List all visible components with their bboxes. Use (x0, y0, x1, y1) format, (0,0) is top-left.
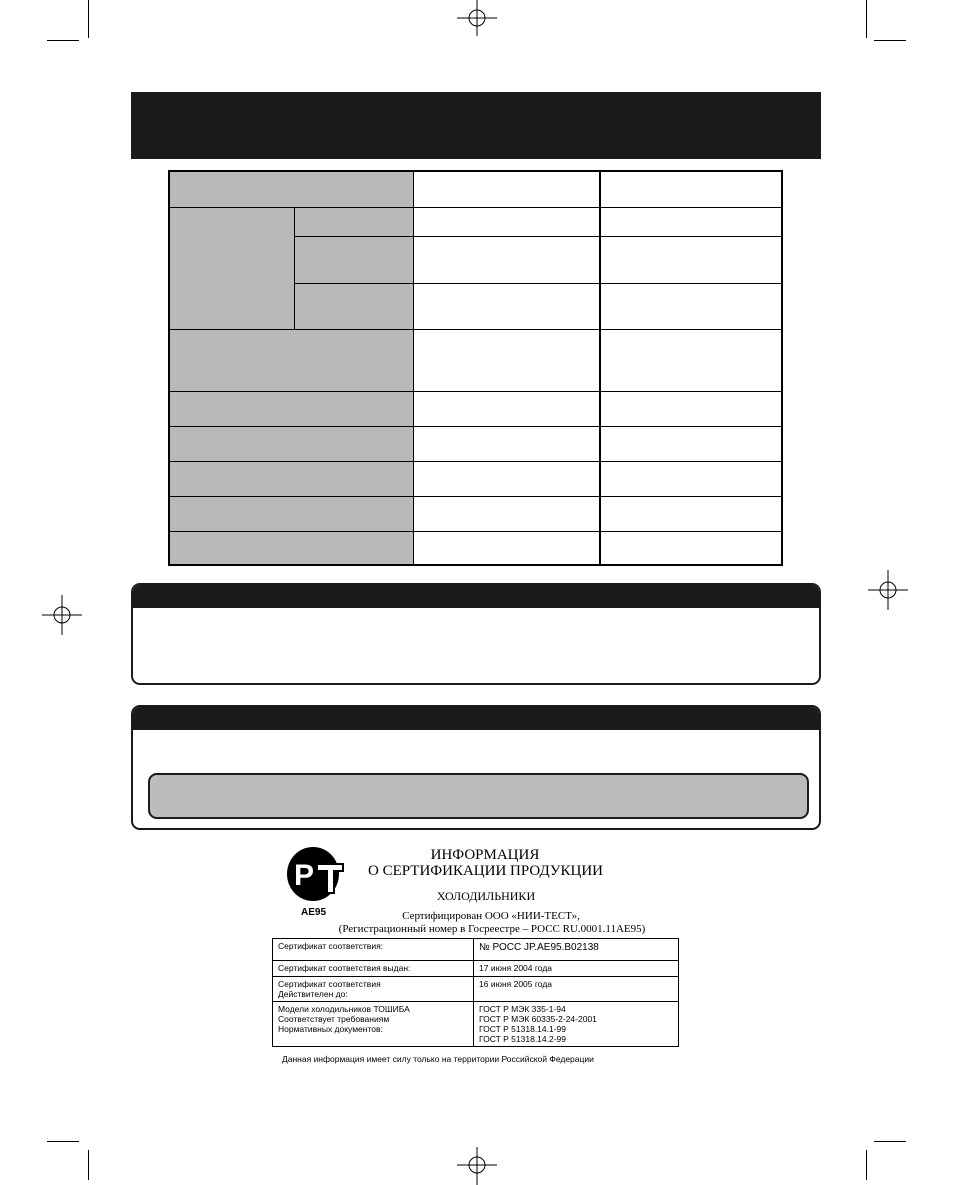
table-divider (599, 172, 601, 564)
table-row-divider (170, 426, 781, 427)
cert-heading: ИНФОРМАЦИЯ (430, 847, 540, 863)
note-box (148, 773, 809, 819)
crop-mark (47, 1141, 79, 1142)
table-row-divider (294, 236, 781, 237)
table-row-divider (170, 531, 781, 532)
table-row (273, 961, 679, 977)
cert-row-label: Сертификат соответствия Действителен до: (273, 977, 474, 1002)
cert-row-label: Модели холодильников ТОШИБА Соответствует требованиям Нормативных документов: (273, 1002, 474, 1047)
registration-mark-icon (42, 595, 82, 635)
cert-heading: О СЕРТИФИКАЦИИ ПРОДУКЦИИ (368, 863, 604, 879)
certification-code: AE95 (301, 907, 327, 918)
info-box (131, 583, 821, 685)
table-row-divider (170, 207, 781, 208)
crop-mark (866, 0, 867, 38)
table-row-divider (170, 391, 781, 392)
cert-footnote: Данная информация имеет силу только на территории Российской Федерации (282, 1054, 594, 1064)
info-box-header (133, 585, 819, 608)
table-row (273, 977, 679, 1002)
crop-mark (47, 40, 79, 41)
table-row-divider (170, 496, 781, 497)
cert-product: ХОЛОДИЛЬНИКИ (436, 889, 536, 903)
crop-mark (88, 1150, 89, 1180)
table-row (273, 939, 679, 961)
cert-certified-by: Сертифицирован ООО «НИИ-ТЕСТ», (402, 910, 580, 922)
cert-row-value: ГОСТ Р МЭК 335-1-94 ГОСТ Р МЭК 60335-2-24-2001 ГОСТ Р 51318.14.1-99 ГОСТ Р 51318.14.2-99 (474, 1002, 679, 1047)
pct-certification-logo (286, 845, 348, 903)
crop-mark (874, 40, 906, 41)
table-row-divider (294, 283, 781, 284)
spec-table (168, 170, 783, 566)
crop-mark (88, 0, 89, 38)
crop-mark (874, 1141, 906, 1142)
cert-table (272, 938, 679, 1047)
spec-label-cell (170, 172, 413, 564)
table-divider (294, 207, 295, 330)
cert-row-value: № РОСС JP.AE95.B02138 (474, 939, 679, 961)
cert-row-label: Сертификат соответствия: (273, 939, 474, 961)
registration-mark-icon (457, 1145, 497, 1185)
svg-text:P: P (294, 859, 315, 892)
cert-registration: (Регистрационный номер в Госреестре – РОСС RU.0001.11AE95) (338, 923, 646, 935)
registration-mark-icon (868, 570, 908, 610)
info-box-header (133, 707, 819, 730)
crop-mark (866, 1150, 867, 1180)
section-header-bar (131, 92, 821, 159)
table-row-divider (170, 461, 781, 462)
cert-row-value: 16 июня 2005 года (474, 977, 679, 1002)
table-row (273, 1002, 679, 1047)
table-row-divider (170, 329, 781, 330)
cert-row-value: 17 июня 2004 года (474, 961, 679, 977)
info-box (131, 705, 821, 830)
table-divider (413, 172, 414, 564)
cert-row-label: Сертификат соответствия выдан: (273, 961, 474, 977)
registration-mark-icon (457, 0, 497, 40)
